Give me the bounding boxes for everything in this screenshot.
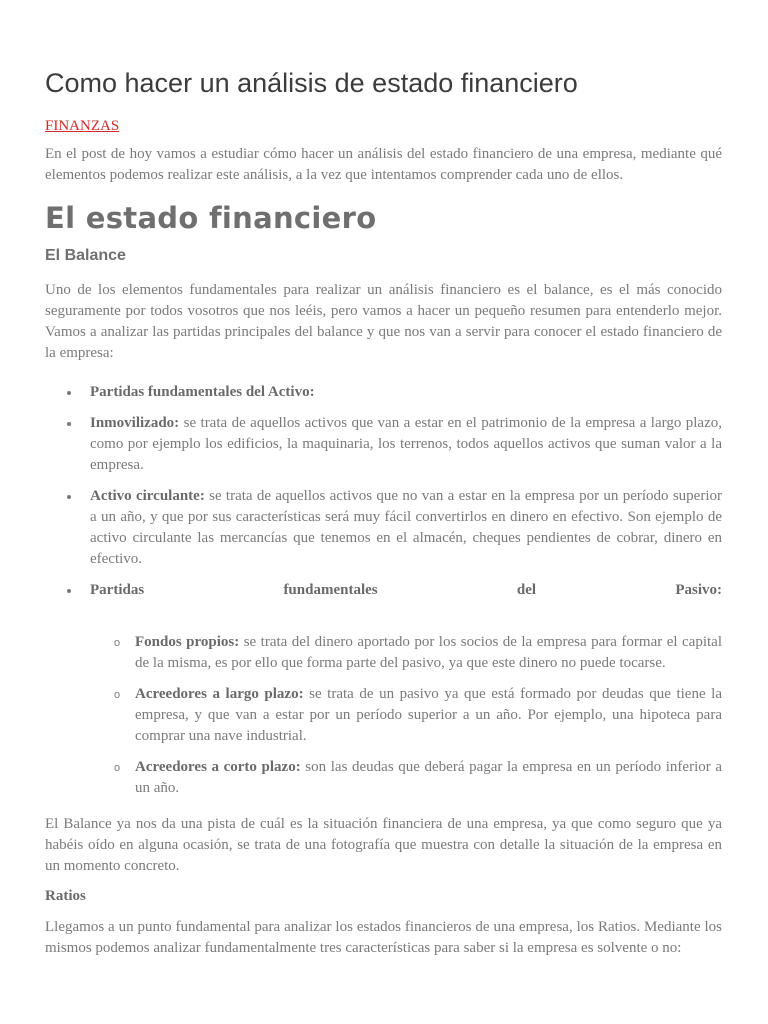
circulante-label: Activo circulante: (90, 488, 205, 504)
list-item (90, 486, 722, 570)
pasivo-word: Partidas (90, 582, 145, 598)
corto-text: son las deudas que deberá pagar la empresa en un período inferior a un año. (135, 759, 722, 796)
circulante-text: se trata de aquellos activos que no van a estar en la empresa por un período superior a un año, y que por sus características será muy fácil convertirlos en dinero en efectivo. Son ejemplo de activo circulante las mercancías que tenemos en el almacén, cheques pendientes de cobrar, dinero en efectivo. (90, 488, 722, 567)
balance-summary-paragraph: El Balance ya nos da una pista de cuál es la situación financiera de una empresa, ya que como seguro que ya habéis oído en alguna ocasión, se trata de una fotografía que muestra con detalle la situación de la empresa en un momento concreto. (45, 816, 722, 874)
section-heading: El estado financiero (45, 201, 377, 235)
list-item (135, 684, 722, 747)
list-item (90, 413, 722, 476)
subsection-heading: El Balance (45, 247, 126, 264)
corto-label: Acreedores a corto plazo: (135, 759, 301, 775)
inmovilizado-text: se trata de aquellos activos que van a estar en el patrimonio de la empresa a largo plazo, como por ejemplo los edificios, la maquinaria, los terrenos, todos aquellos activos que suman valor a la empresa. (90, 415, 722, 473)
partidas-list (45, 382, 722, 799)
page-title: Como hacer un análisis de estado financiero (45, 68, 578, 98)
activo-heading: Partidas fundamentales del Activo: (90, 384, 315, 400)
pasivo-heading (90, 580, 722, 601)
intro-paragraph: En el post de hoy vamos a estudiar cómo hacer un análisis del estado financiero de una empresa, mediante qué elementos podemos realizar este análisis, a la vez que intentamos comprender cada uno de ellos. (45, 146, 722, 183)
list-item (135, 757, 722, 799)
ratios-paragraph: Llegamos a un punto fundamental para analizar los estados financieros de una empresa, los Ratios. Mediante los mismos podemos analizar fundamentalmente tres características para saber si la empresa es solvente o no: (45, 919, 722, 956)
pasivo-word: Pasivo: (675, 582, 722, 598)
fondos-text: se trata del dinero aportado por los socios de la empresa para formar el capital de la misma, es por ello que forma parte del pasivo, ya que este dinero no puede tocarse. (135, 634, 722, 671)
category-link[interactable]: FINANZAS (45, 118, 120, 134)
list-item (90, 580, 722, 799)
pasivo-list (90, 632, 722, 799)
balance-paragraph: Uno de los elementos fundamentales para realizar un análisis financiero es el balance, es el más conocido seguramente por todos vosotros que nos leéis, pero vamos a hacer un pequeño resumen para entenderlo mejor. Vamos a analizar las partidas principales del balance y que nos van a servir para conocer el estado financiero de la empresa: (45, 282, 722, 361)
pasivo-word: del (516, 582, 537, 598)
largo-label: Acreedores a largo plazo: (135, 686, 304, 702)
ratios-heading: Ratios (45, 888, 86, 904)
list-item (90, 382, 722, 403)
list-item (135, 632, 722, 674)
inmovilizado-label: Inmovilizado: (90, 415, 180, 431)
pasivo-word: fundamentales (283, 582, 378, 598)
fondos-label: Fondos propios: (135, 634, 240, 650)
largo-text: se trata de un pasivo ya que está formado por deudas que tiene la empresa, y que van a estar por un período superior a un año. Por ejemplo, una hipoteca para comprar una nave industrial. (135, 686, 722, 744)
